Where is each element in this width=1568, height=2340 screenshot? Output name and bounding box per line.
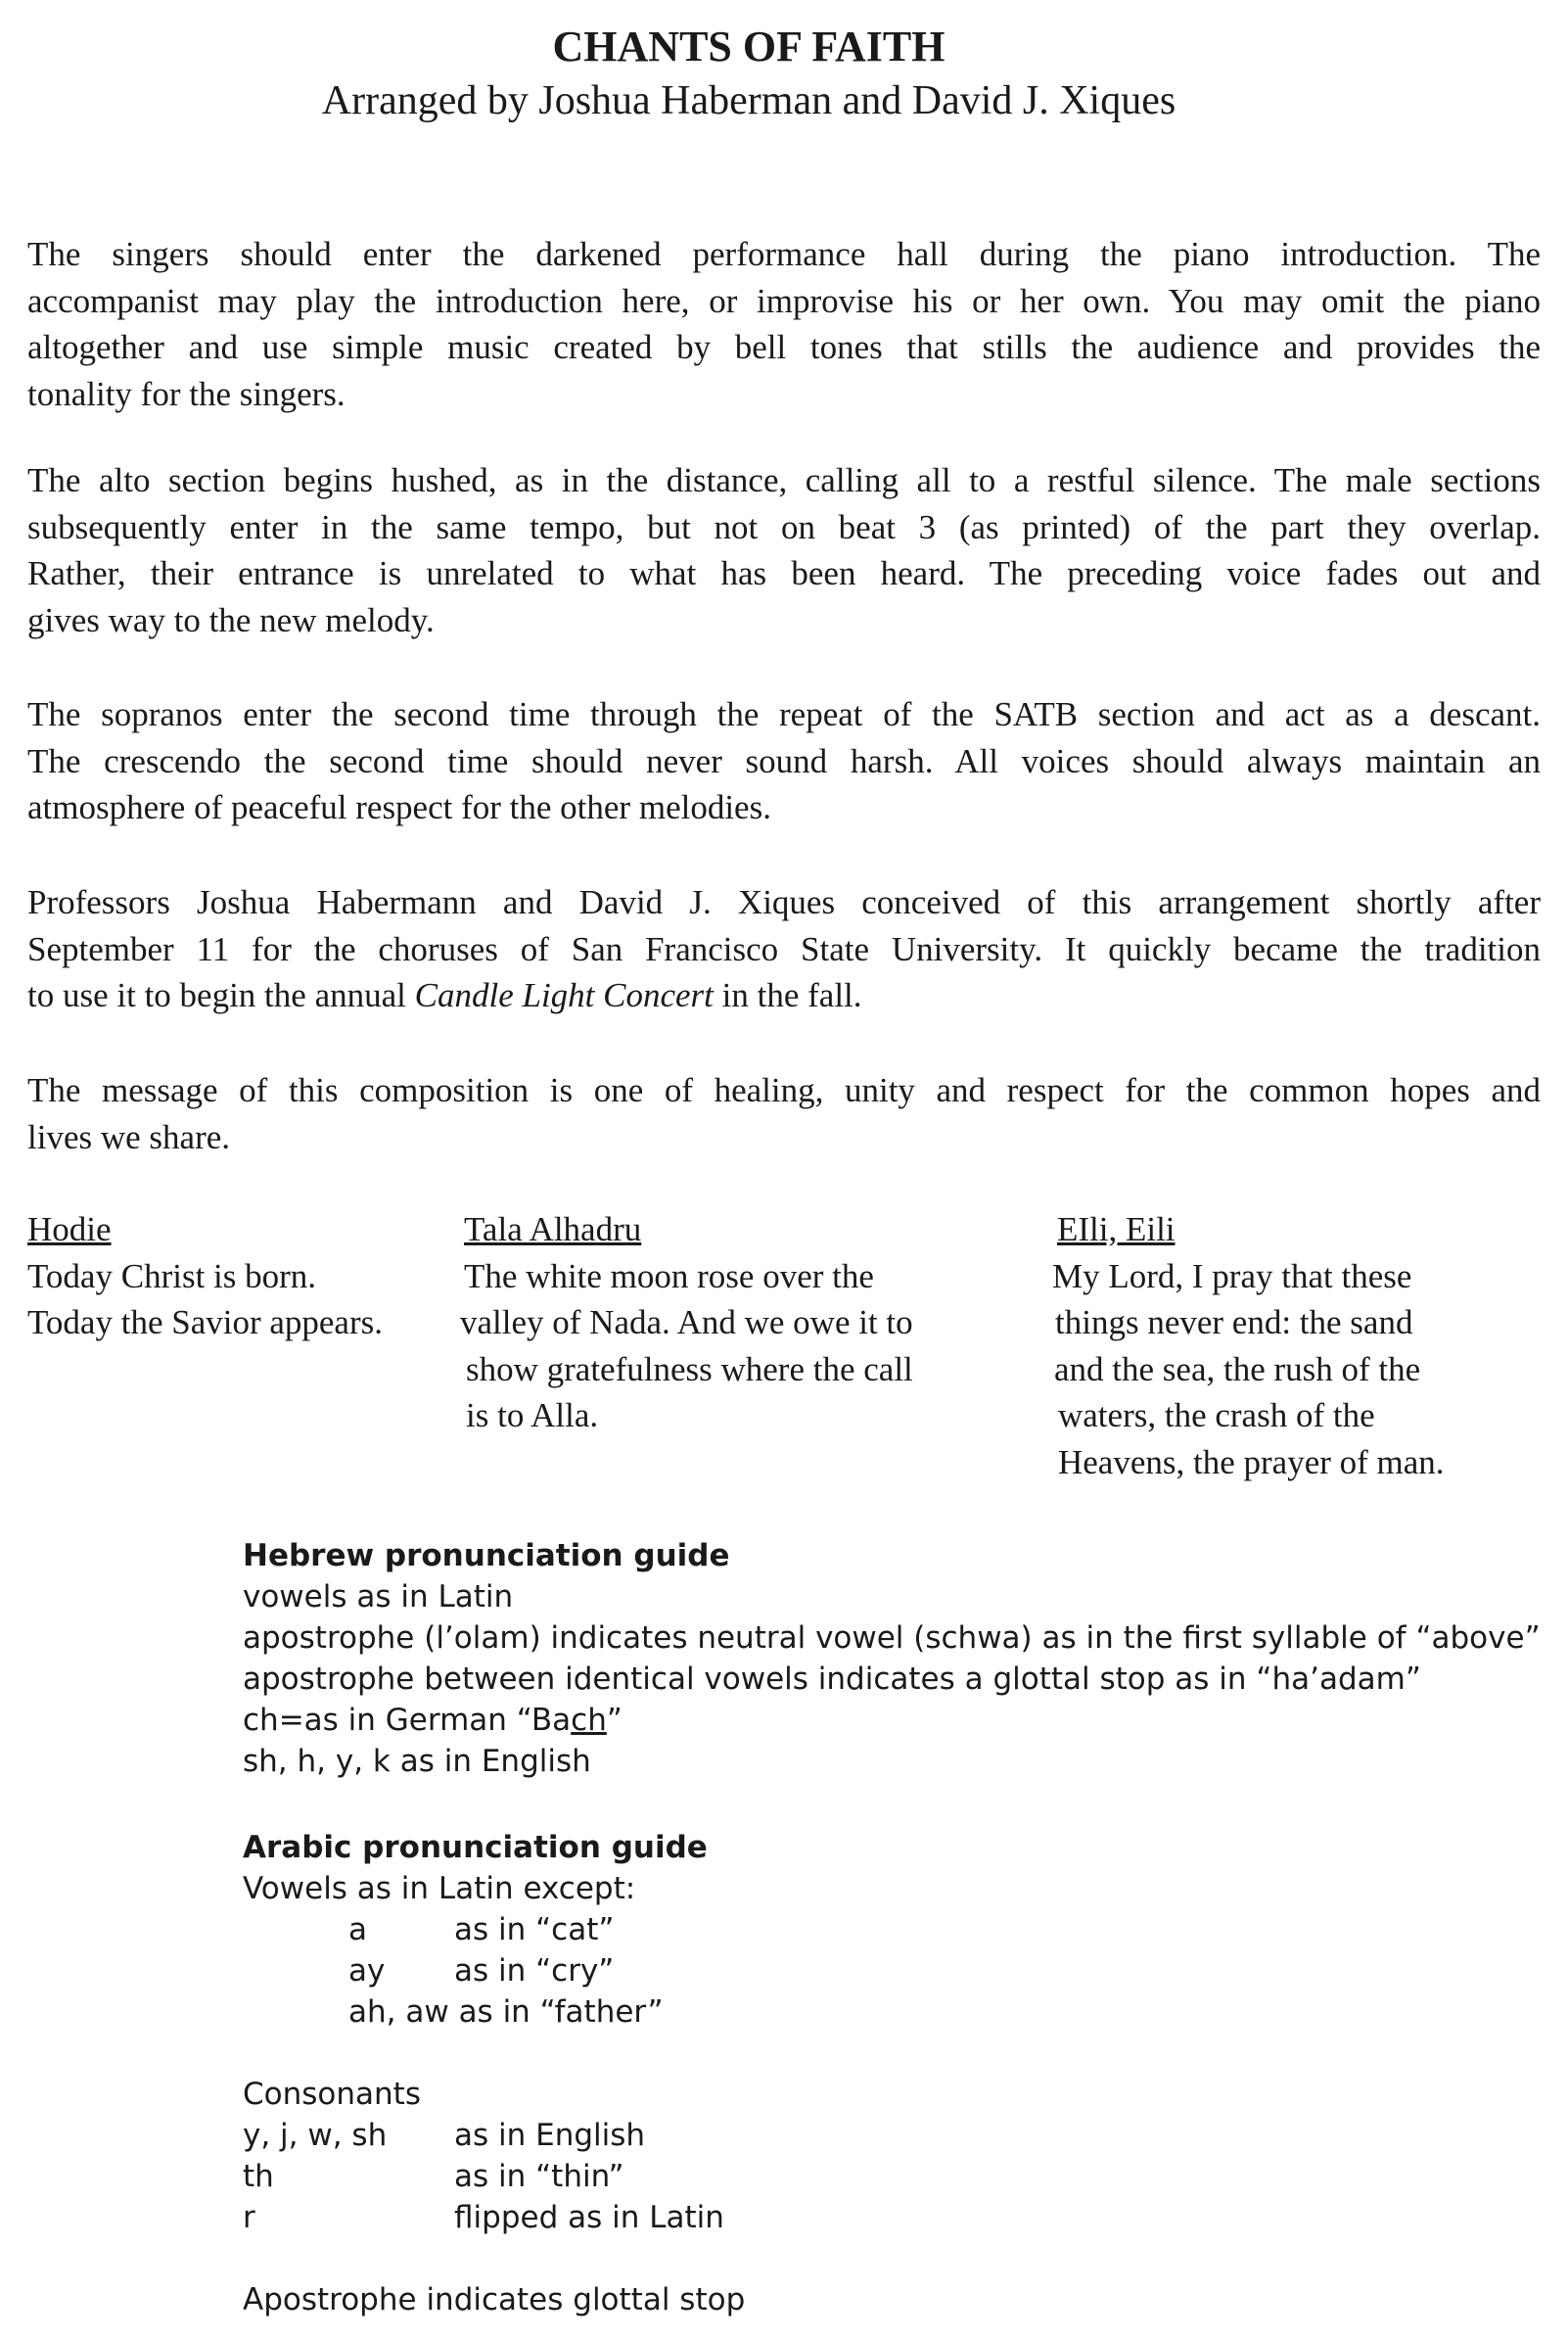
guide-line: vowels as in Latin [243,1579,514,1615]
consonant-sound: as in English [454,2118,646,2153]
text-column-tala-alhadru [460,1206,913,1439]
vowel-letter: ah, aw [348,1994,449,2030]
paragraph-message [27,1067,1541,1160]
text-heading: Tala Alhadru [464,1210,642,1248]
paragraph-history [27,879,1541,1019]
text-line: The message of this composition is one of healing, unity and respect for the common hopes and [27,1071,1541,1109]
text-line: The sopranos enter the second time through the repeat of the SATB section and act as a descant. [27,695,1541,733]
text-heading: EIli, Eili [1057,1210,1176,1248]
vowel-sound: as in “cry” [454,1953,615,1989]
text-line: altogether and use simple music created by bell tones that stills the audience and provides the [27,328,1541,366]
page-subtitle: Arranged by Joshua Haberman and David J. Xiques [321,78,1176,123]
consonant-row [243,2197,1545,2238]
text-line: lives we share. [27,1117,231,1156]
text-column-eili-eili [1052,1206,1445,1485]
text-line: accompanist may play the introduction here, or improvise his or her own. You may omit the piano [27,281,1541,320]
consonant-letter: y, j, w, sh [243,2118,388,2153]
vowel-row [243,1950,1545,1991]
text-line: subsequently enter in the same tempo, but not on beat 3 (as printed) of the part they overlap. [27,507,1541,546]
guide-line [243,1700,1545,1741]
vowel-sound: as in “cat” [454,1912,615,1947]
guide-line: apostrophe (l’olam) indicates neutral vowel (schwa) as in the first syllable of “above” [243,1620,1541,1656]
guide-line: sh, h, y, k as in English [243,1744,591,1779]
guide-title: Arabic pronunciation guide [243,1830,708,1865]
text-line: The singers should enter the darkened performance hall during the piano introduction. The [27,235,1541,273]
text-line: Professors Joshua Habermann and David J. Xiques conceived of this arrangement shortly after [27,883,1541,921]
guide-line: Vowels as in Latin except: [243,1871,636,1906]
vowel-row [243,1909,1545,1950]
text-line: is to Alla. [466,1396,599,1434]
text-line: waters, the crash of the [1058,1396,1375,1434]
text-line: show gratefulness where the call [466,1349,913,1388]
text-line: gives way to the new melody. [27,600,435,639]
consonant-row [243,2156,1545,2197]
apostrophe-note: Apostrophe indicates glottal stop [243,2282,746,2317]
text-line: Heavens, the prayer of man. [1058,1442,1445,1481]
paragraph-sopranos [27,691,1541,831]
text-line: September 11 for the choruses of San Francisco State University. It quickly became the tradition [27,929,1541,968]
page-title: CHANTS OF FAITH [552,23,945,70]
guide-title: Hebrew pronunciation guide [243,1538,730,1573]
text-line: atmosphere of peaceful respect for the other melodies. [27,788,771,826]
consonant-letter: th [243,2159,274,2194]
consonant-row [243,2115,1545,2156]
consonant-sound: flipped as in Latin [454,2200,724,2235]
text-line: My Lord, I pray that these [1052,1256,1412,1295]
consonant-sound: as in “thin” [454,2159,624,2194]
concert-name: Candle Light Concert [414,976,714,1014]
text-line: Today Christ is born. [27,1256,317,1295]
text-column-hodie [27,1206,383,1346]
text-line: The white moon rose over the [464,1256,874,1295]
text-line: and the sea, the rush of the [1054,1349,1421,1388]
vowel-letter: a [348,1912,367,1947]
vowel-letter: ay [348,1953,386,1989]
hebrew-pronunciation-guide [243,1535,1545,1782]
consonant-letter: r [243,2200,255,2235]
text-run: in the fall. [713,976,862,1014]
consonants-heading: Consonants [243,2077,421,2112]
text-line: things never end: the sand [1055,1303,1413,1341]
text-line: Today the Savior appears. [27,1303,383,1341]
text-line: tonality for the singers. [27,374,346,413]
text-run: ” [606,1703,623,1738]
text-line: Rather, their entrance is unrelated to what has been heard. The preceding voice fades out and [27,554,1541,592]
paragraph-introduction [27,231,1541,417]
text-line: valley of Nada. And we owe it to [460,1303,913,1341]
paragraph-alto-section [27,457,1541,643]
text-run: ch=as in German “Ba [243,1703,572,1738]
arabic-pronunciation-guide [243,1827,1545,2320]
text-run: to use it to begin the annual [27,976,415,1014]
text-heading: Hodie [27,1210,112,1248]
text-line [27,972,1541,1019]
underlined-ch: ch [571,1703,607,1738]
vowel-row [243,1991,1545,2033]
text-line: The crescendo the second time should never sound harsh. All voices should always maintain an [27,741,1541,780]
guide-line: apostrophe between identical vowels indicates a glottal stop as in “ha’adam” [243,1661,1421,1697]
vowel-sound: as in “father” [458,1994,664,2030]
text-line: The alto section begins hushed, as in the distance, calling all to a restful silence. The male sections [27,461,1541,499]
